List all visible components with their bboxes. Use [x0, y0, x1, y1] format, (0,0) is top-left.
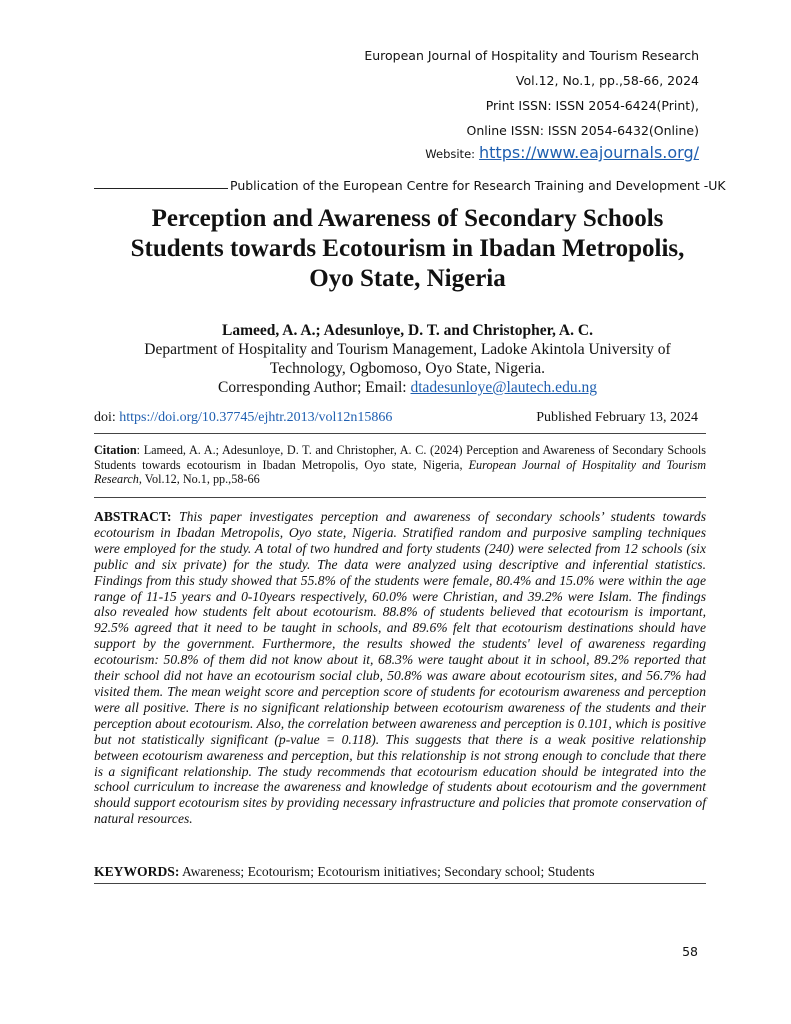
- citation-label: Citation: [94, 443, 137, 457]
- citation-text: : Lameed, A. A.; Adesunloye, D. T. and Christopher, A. C. (2024) Perception and Awareness of Secondary Schools Students towards ecotourism in Ibadan Metropolis, Oyo state, Nigeria,: [94, 443, 706, 472]
- citation: [94, 443, 706, 487]
- abstract: [94, 509, 706, 827]
- authors: Lameed, A. A.; Adesunloye, D. T. and Christopher, A. C.: [222, 322, 593, 339]
- divider: [94, 497, 706, 498]
- corresponding-label: Corresponding Author; Email:: [218, 379, 411, 396]
- header-divider: [94, 188, 228, 189]
- doi-label: doi:: [94, 410, 120, 425]
- title-line: Perception and Awareness of Secondary Schools: [151, 205, 664, 232]
- published-date: Published February 13, 2024: [536, 410, 698, 425]
- publisher-line: Publication of the European Centre for Research Training and Development -UK: [230, 178, 726, 193]
- keywords: [94, 864, 706, 880]
- affiliation: [95, 340, 720, 397]
- print-issn: Print ISSN: ISSN 2054-6424(Print),: [485, 98, 699, 113]
- email-link[interactable]: dtadesunloye@lautech.edu.ng: [410, 379, 597, 396]
- title-line: Students towards Ecotourism in Ibadan Metropolis,: [130, 235, 685, 262]
- citation-journal: European Journal of Hospitality and Tourism Research: [94, 457, 706, 486]
- online-issn: Online ISSN: ISSN 2054-6432(Online): [466, 123, 699, 138]
- divider: [94, 433, 706, 434]
- website-link[interactable]: https://www.eajournals.org/: [479, 143, 699, 162]
- affiliation-line: Technology, Ogbomoso, Oyo State, Nigeria.: [269, 360, 546, 377]
- keywords-label: KEYWORDS:: [94, 864, 180, 879]
- keywords-text: Awareness; Ecotourism; Ecotourism initiatives; Secondary school; Students: [179, 864, 595, 879]
- website-label: Website:: [425, 147, 476, 161]
- affiliation-line: Department of Hospitality and Tourism Management, Ladoke Akintola University of: [144, 341, 671, 358]
- doi-link[interactable]: https://doi.org/10.37745/ejhtr.2013/vol12n15866: [119, 410, 393, 425]
- journal-name: European Journal of Hospitality and Tourism Research: [364, 48, 699, 63]
- volume-info: Vol.12, No.1, pp.,58-66, 2024: [515, 73, 699, 88]
- divider: [94, 883, 706, 884]
- citation-details: , Vol.12, No.1, pp.,58-66: [138, 472, 260, 486]
- article-title: [95, 204, 720, 294]
- title-line: Oyo State, Nigeria: [309, 265, 506, 292]
- abstract-text: This paper investigates perception and awareness of secondary schools’ students towards ecotourism in Ibadan Metropolis, Oyo state, Nigeria. Stratified random and purposive sampling techniques were employed for the study. A total of two hundred and forty students (240) were selected from 12 schools (six public and six private) for the study. The data were analyzed using descriptive and inferential statistics. Findings from this study showed that 55.8% of the students were female, 80.4% and 15.0% were within the age range of 11-15 years and 0-10years respectively, 60.0% were Christian, and 39.2% were Islam. The findings also revealed how students felt about ecotourism. 88.8% of students believed that ecotourism is important, 92.5% agreed that it need to be taught in schools, and 89.6% felt that ecotourism destinations should have support by the government. Furthermore, the results showed the students' level of awareness regarding ecotourism: 50.8% of them did not know about it, 68.3% were taught about it in school, 89.2% reported that their school did not have an ecotourism social club, 50.8% was aware about ecotourism sites, and 56.7% had visited them. The mean weight score and perception score of students for ecotourism awareness and perception were all positive. There is no significant relationship between ecotourism awareness of the students and their perception about ecotourism. Also, the correlation between awareness and perception is 0.101, which is positive but not statistically significant (p-value = 0.118). This suggests that there is a weak positive relationship between ecotourism awareness and perception, but this relationship is not strong enough to conclude that there is a significant relationship. The study recommends that ecotourism education should be integrated into the school curriculum to increase the awareness and knowledge of students about ecotourism and the government should support ecotourism sites by providing necessary infrastructure and policies that promote conservation of natural resources.: [94, 509, 706, 827]
- abstract-label: ABSTRACT:: [94, 509, 172, 524]
- website-line: [425, 143, 699, 162]
- page-number: 58: [682, 944, 698, 959]
- doi-line: [94, 410, 392, 426]
- corresponding-author: [95, 378, 720, 397]
